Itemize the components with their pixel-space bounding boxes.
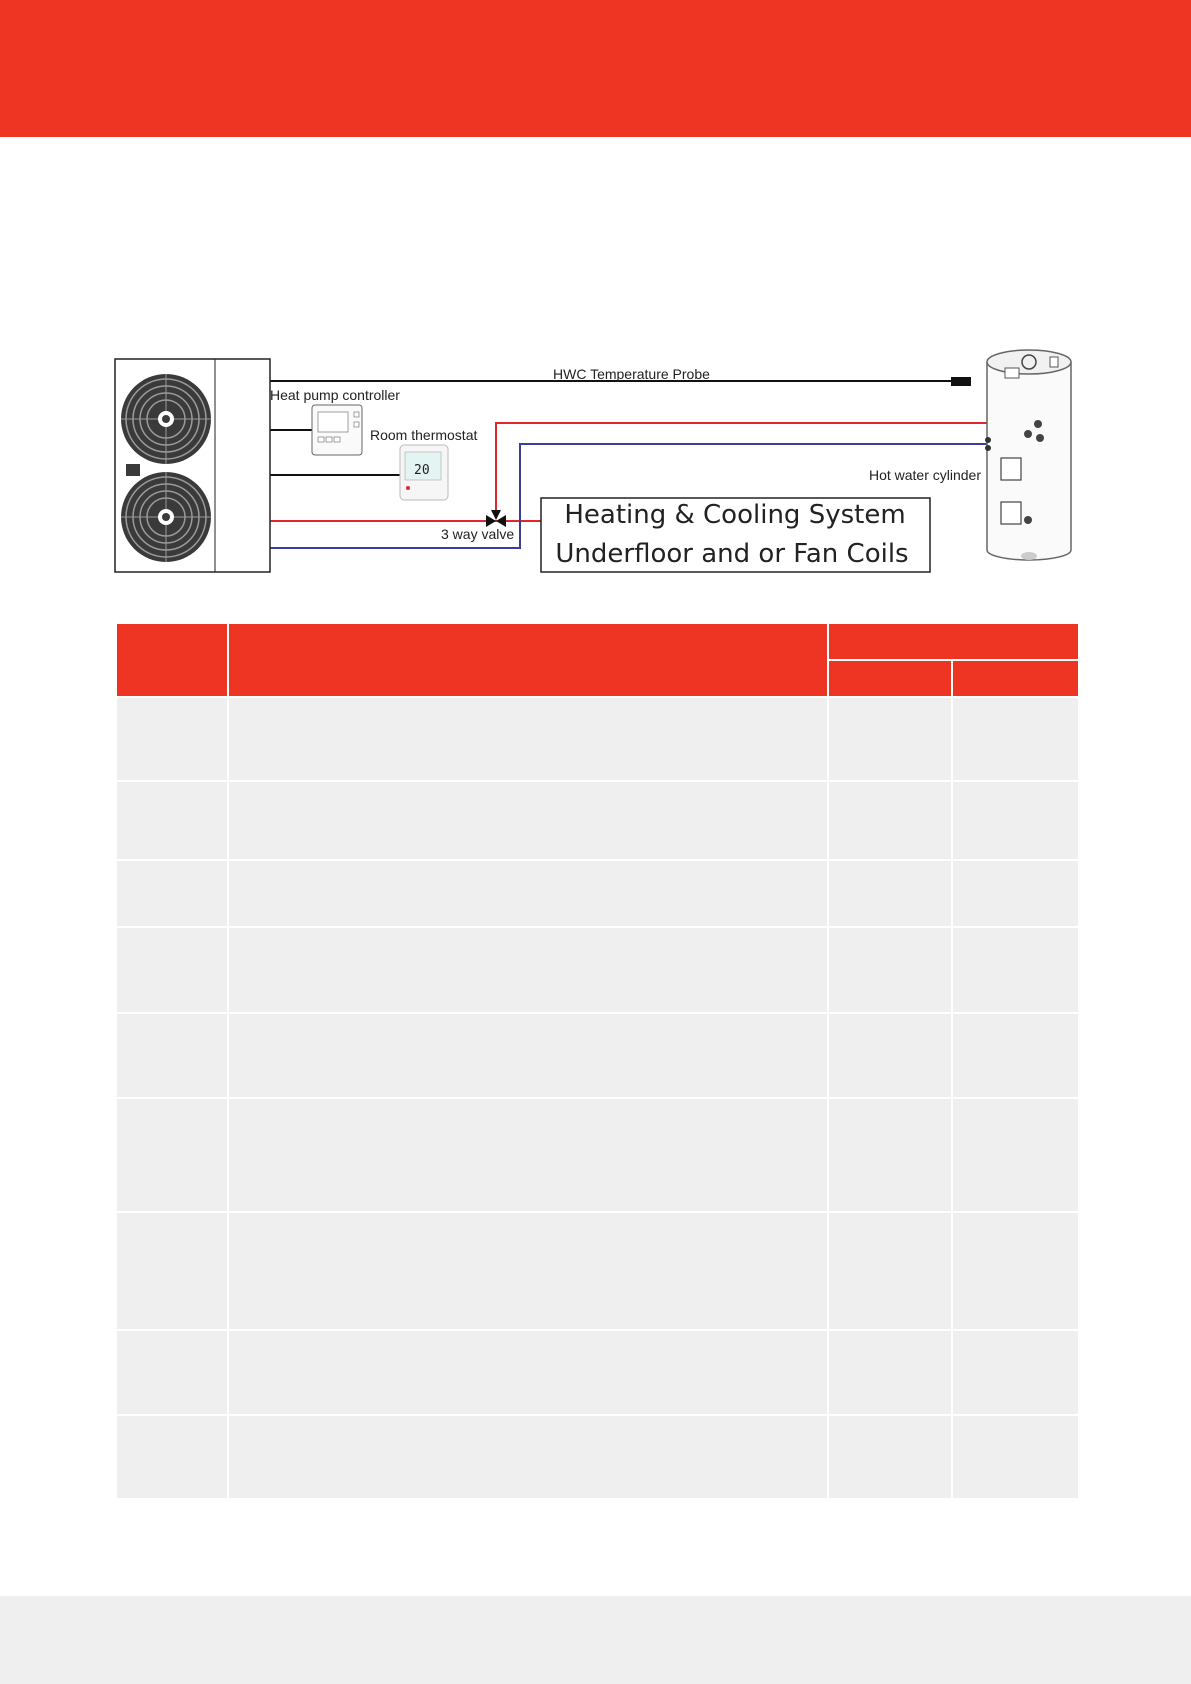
table-row: [116, 1330, 1079, 1415]
table-cell: [952, 1098, 1079, 1212]
fan-icon: [121, 472, 211, 562]
probe-label: HWC Temperature Probe: [553, 366, 710, 382]
table-cell: [952, 927, 1079, 1013]
table-cell: [952, 781, 1079, 860]
table-cell: [828, 1013, 952, 1098]
spec-table-wrapper: [115, 622, 1078, 1500]
system-diagram: [0, 0, 1191, 600]
hot-water-cylinder: [985, 350, 1071, 560]
table-row: [116, 860, 1079, 927]
three-way-valve-icon: [486, 510, 506, 527]
heat-pump-controller: [312, 405, 362, 455]
table-cell: [952, 1415, 1079, 1499]
table-cell: [828, 1098, 952, 1212]
table-cell: [116, 1013, 228, 1098]
table-cell: [828, 781, 952, 860]
header-cell: [228, 623, 828, 697]
table-cell: [828, 860, 952, 927]
footer-band: [0, 1596, 1191, 1684]
heat-pump-unit: [115, 359, 270, 572]
table-row: [116, 1212, 1079, 1330]
table-cell: [228, 1212, 828, 1330]
fan-icon: [121, 374, 211, 464]
table-row: [116, 697, 1079, 781]
table-cell: [228, 1415, 828, 1499]
table-cell: [228, 697, 828, 781]
table-cell: [828, 1330, 952, 1415]
table-cell: [116, 781, 228, 860]
table-cell: [116, 697, 228, 781]
table-cell: [952, 1212, 1079, 1330]
unit-badge: [126, 464, 140, 476]
thermostat-display: 20: [414, 463, 430, 478]
table-row: [116, 927, 1079, 1013]
table-cell: [228, 1013, 828, 1098]
table-cell: [116, 927, 228, 1013]
table-cell: [828, 697, 952, 781]
cylinder-label: Hot water cylinder: [868, 467, 981, 483]
table-row: [116, 1098, 1079, 1212]
header-cell: [952, 660, 1079, 697]
system-title-line2: Underfloor and or Fan Coils: [555, 539, 909, 569]
table-cell: [952, 1330, 1079, 1415]
table-cell: [952, 860, 1079, 927]
table-cell: [116, 1212, 228, 1330]
table-cell: [228, 1330, 828, 1415]
table-cell: [228, 927, 828, 1013]
system-title-line1: Heating & Cooling System: [564, 500, 906, 530]
table-cell: [116, 1415, 228, 1499]
spec-table: [115, 622, 1080, 1500]
table-cell: [828, 1212, 952, 1330]
table-cell: [116, 1330, 228, 1415]
table-cell: [116, 1098, 228, 1212]
table-row: [116, 1415, 1079, 1499]
probe-sensor: [951, 377, 971, 386]
table-cell: [228, 1098, 828, 1212]
table-cell: [116, 860, 228, 927]
thermostat-label: Room thermostat: [370, 427, 478, 443]
table-row: [116, 1013, 1079, 1098]
header-cell: [828, 660, 952, 697]
table-cell: [952, 1013, 1079, 1098]
header-cell: [828, 623, 1079, 660]
room-thermostat: [400, 445, 448, 500]
table-cell: [952, 697, 1079, 781]
table-row: [116, 781, 1079, 860]
controller-label: Heat pump controller: [270, 387, 400, 403]
table-cell: [828, 927, 952, 1013]
table-cell: [228, 781, 828, 860]
table-cell: [828, 1415, 952, 1499]
table-cell: [228, 860, 828, 927]
header-cell: [116, 623, 228, 697]
valve-label: 3 way valve: [441, 526, 515, 542]
